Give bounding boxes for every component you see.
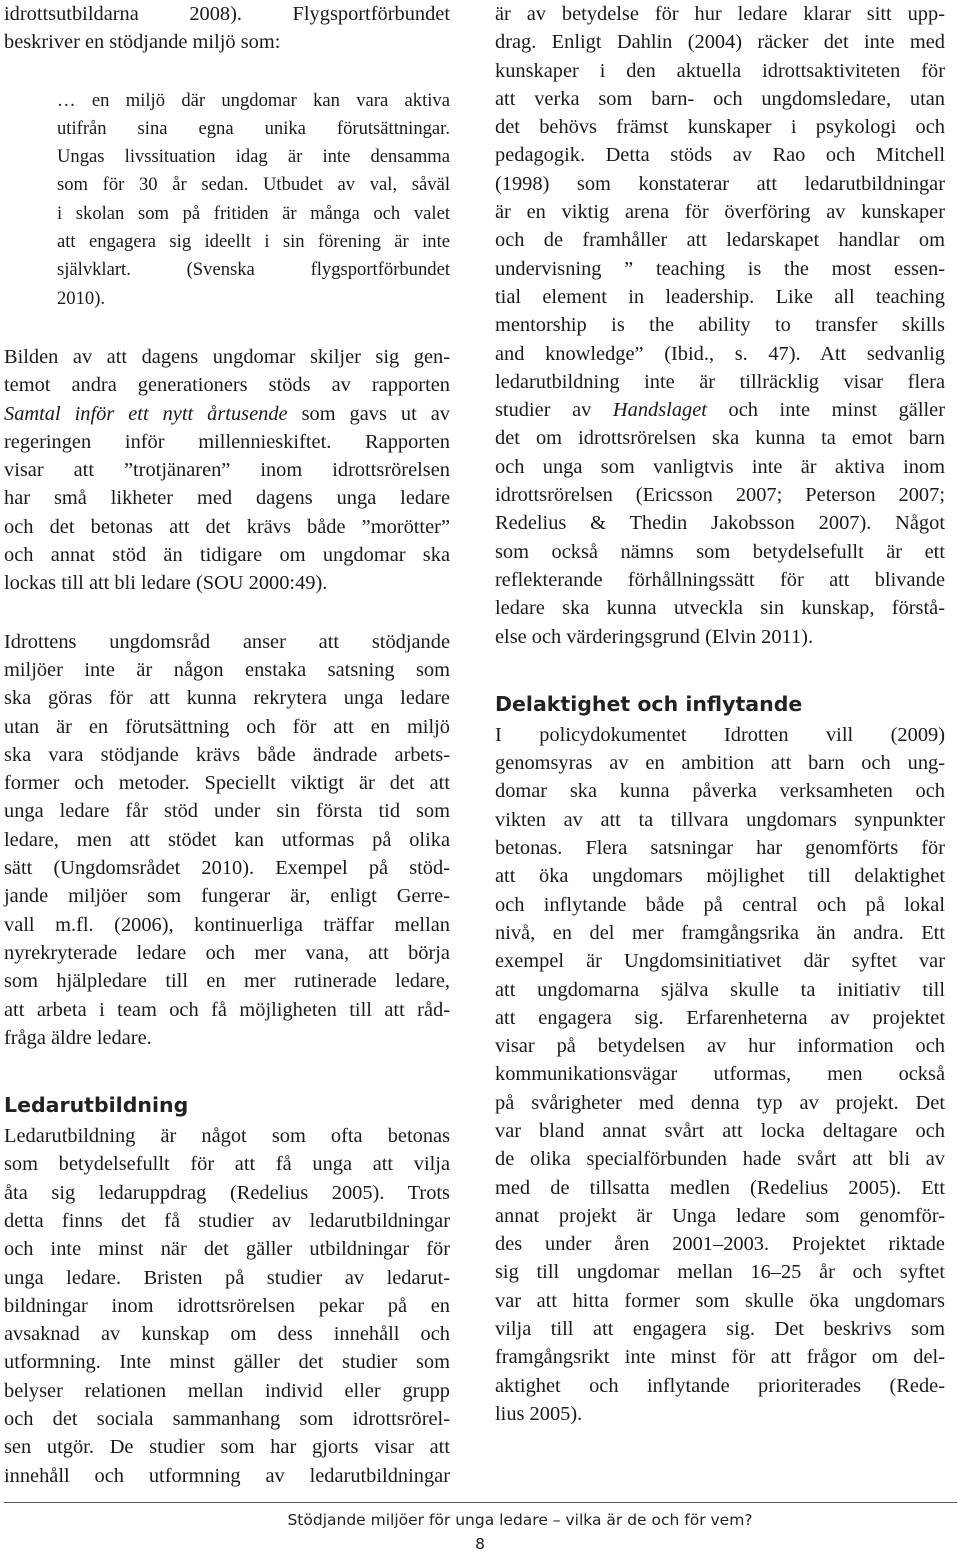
right-column [495, 0, 945, 1428]
text-line: ledare, men att stödet kan utformas på olika [4, 828, 450, 851]
text-line: med de tillsatta medlen (Redelius 2005). Ett [495, 1176, 945, 1199]
text-line: belyser relationen mellan individ eller grupp [4, 1379, 450, 1402]
text-line: nivå, en del mer framgångsrika än andra. Ett [495, 921, 945, 944]
text-line: var bland annat svårt att locka deltagare och [495, 1119, 945, 1142]
text-line: aktighet och inflytande prioriterades (Rede- [495, 1374, 945, 1397]
text-line: mentorship is the ability to transfer skills [495, 314, 945, 337]
quote-line: utifrån sina egna unika förutsättningar. [57, 117, 450, 139]
text-line: är en viktig arena för överföring av kunskaper [495, 201, 945, 224]
text-line: att ungdomarna själva skulle ta initiativ till [495, 978, 945, 1001]
text-line: är av betydelse för hur ledare klarar sitt upp- [495, 3, 945, 25]
text-line: fråga äldre ledare. [4, 1026, 152, 1049]
text-line: innehåll och utformning av ledarutbildningar [4, 1464, 450, 1487]
text-line: och unga som vanligtvis inte är aktiva inom [495, 455, 945, 478]
text-line: jande miljöer som fungerar är, enligt Gerre- [4, 885, 450, 908]
text-line: utformning. Inte minst gäller det studier som [4, 1351, 450, 1374]
text-line: sätt (Ungdomsrådet 2010). Exempel på stöd- [4, 857, 450, 880]
text-line: som betydelsefullt för att få unga att vilja [4, 1153, 450, 1176]
text-line: och det betonas att det krävs både ”morötter” [4, 515, 450, 538]
text-line: drag. Enligt Dahlin (2004) räcker det inte med [495, 31, 945, 54]
text-line: unga ledare får stöd under sin första tid som [4, 800, 450, 823]
text-line: vilja till att engagera sig. Det beskrivs som [495, 1318, 945, 1341]
text-line: att engagera sig. Erfarenheterna av projektet [495, 1006, 945, 1029]
text-line: unga ledare. Bristen på studier av ledarut- [4, 1266, 450, 1289]
footer-divider [4, 1502, 957, 1503]
text-line: det behövs främst kunskaper i psykologi och [495, 116, 945, 139]
paragraph-gap [4, 598, 450, 628]
text-line: reflekterande förhållningssätt för att blivande [495, 568, 945, 591]
text-line: lius 2005). [495, 1402, 583, 1425]
footer-title: Stödjande miljöer för unga ledare – vilka är de och för vem? [287, 1511, 753, 1529]
section-gap [4, 1052, 450, 1088]
quote-line: självklart. (Svenska flygsportförbundet [57, 259, 450, 281]
text-line: else och värderingsgrund (Elvin 2011). [495, 625, 814, 648]
text-line: de olika specialförbunden hade svårt att bli av [495, 1148, 945, 1171]
text-line: detta finns det få studier av ledarutbildningar [4, 1209, 450, 1232]
text-line: kunskaper i den aktuella idrottsaktiviteten för [495, 59, 945, 82]
text-line: tial element in leadership. Like all teaching [495, 285, 945, 308]
text-line: vall m.fl. (2006), kontinuerliga träffar mellan [4, 913, 450, 936]
quote-line: som för 30 år sedan. Utbudet av val, såväl [57, 174, 450, 196]
text-line: vikten av att ta tillvara ungdomars synpunkter [495, 808, 945, 831]
text-line: studier av Handslaget och inte minst gäller [495, 399, 945, 422]
text-line: idrottsrörelsen (Ericsson 2007; Peterson 2007; [495, 484, 945, 507]
text-line: pedagogik. Detta stöds av Rao och Mitchell [495, 144, 945, 167]
quote-line: i skolan som på fritiden är många och valet [57, 202, 450, 224]
text-line: (1998) som konstaterar att ledarutbildningar [495, 172, 945, 195]
text-line: lockas till att bli ledare (SOU 2000:49). [4, 572, 328, 595]
text-line: sen utgör. De studier som har gjorts visar att [4, 1436, 450, 1459]
text-line: idrottsutbildarna 2008). Flygsportförbundet [4, 3, 450, 25]
text-line: bildningar inom idrottsrörelsen pekar på en [4, 1294, 450, 1317]
quote-line: … en miljö där ungdomar kan vara aktiva [57, 89, 450, 111]
text-line: and knowledge” (Ibid., s. 47). Att sedvanlig [495, 342, 945, 365]
text-line: regeringen inför millennieskiftet. Rapporten [4, 430, 450, 453]
text-line: och de framhåller att ledarskapet handlar om [495, 229, 945, 252]
text-line: miljöer inte är någon enstaka satsning som [4, 658, 450, 681]
left-column [4, 0, 450, 1490]
text-line: visar på betydelsen av hur information och [495, 1035, 945, 1058]
text-line: temot andra generationers stöds av rapporten [4, 374, 450, 397]
page-number: 8 [475, 1535, 485, 1553]
text-line: och inflytande både på central och på lokal [495, 893, 945, 916]
text-line: att öka ungdomars möjlighet till delaktighet [495, 865, 945, 888]
text-line: annat projekt är Unga ledare som genomför- [495, 1204, 945, 1227]
section-heading: Ledarutbildning [4, 1093, 189, 1118]
text-line: framgångsrikt inte minst för att frågor om del- [495, 1346, 945, 1369]
text-line: åta sig ledaruppdrag (Redelius 2005). Trots [4, 1181, 450, 1204]
quote-line: Ungas livssituation idag är inte densamma [57, 146, 450, 168]
text-line: genomsyras av en ambition att barn och ung- [495, 752, 945, 775]
text-line: det om idrottsrörelsen ska kunna ta emot barn [495, 427, 945, 450]
text-line: ska göras för att kunna rekrytera unga ledare [4, 687, 450, 710]
text-line: ledarutbildning inte är tillräcklig visar flera [495, 370, 945, 393]
quote-line: 2010). [57, 287, 106, 309]
text-line: kommunikationsvägar utformas, men också [495, 1063, 945, 1086]
text-line: att arbeta i team och få möjligheten till att råd- [4, 998, 450, 1021]
text-line: former och metoder. Speciellt viktigt är det att [4, 772, 450, 795]
text-line: ska vara stödjande krävs både ändrade arbets- [4, 743, 450, 766]
italic-title: Samtal inför ett nytt årtusende [4, 402, 288, 425]
text-line: och inte minst när det gäller utbildningar för [4, 1238, 450, 1261]
text-line: sig till ungdomar mellan 16–25 år och syftet [495, 1261, 945, 1284]
italic-title: Handslaget [612, 399, 707, 422]
text-line: beskriver en stödjande miljö som: [4, 31, 281, 54]
text-line: ledare ska kunna utveckla sin kunskap, förstå- [495, 597, 945, 620]
section-heading: Delaktighet och inflytande [495, 691, 803, 716]
text-line: på svårigheter med denna typ av projekt. Det [495, 1091, 945, 1114]
paragraph-gap [4, 57, 450, 87]
text-line: undervisning ” teaching is the most essen- [495, 257, 945, 280]
text-line: exempel är Ungdomsinitiativet där syftet var [495, 950, 945, 973]
text-line: utan är en förutsättning och för att en miljö [4, 715, 450, 738]
text-line: Samtal inför ett nytt årtusende som gavs ut av [4, 402, 450, 425]
text-line: och annat stöd än tidigare om ungdomar ska [4, 544, 450, 567]
text-line: Idrottens ungdomsråd anser att stödjande [4, 630, 450, 653]
text-line: och det sociala sammanhang som idrottsrörel- [4, 1408, 450, 1431]
text-line: som hjälpledare till en mer rutinerade ledare, [4, 970, 450, 993]
text-line: domar ska kunna påverka verksamheten och [495, 780, 945, 803]
text-line: avsaknad av kunskap om dess innehåll och [4, 1323, 450, 1346]
text-line: des under åren 2001–2003. Projektet riktade [495, 1233, 945, 1256]
text-line: visar att ”trotjänaren” inom idrottsrörelsen [4, 459, 450, 482]
text-line: som också nämns som betydelsefullt är ett [495, 540, 945, 563]
text-line: var att hitta former som skulle öka ungdomars [495, 1289, 945, 1312]
text-line: Redelius & Thedin Jakobsson 2007). Något [495, 512, 945, 535]
text-line: betonas. Flera satsningar har genomförts för [495, 837, 945, 860]
text-line: I policydokumentet Idrotten vill (2009) [495, 723, 945, 746]
text-line: har små likheter med dagens unga ledare [4, 487, 450, 510]
text-line: Ledarutbildning är något som ofta betonas [4, 1125, 450, 1148]
text-line: att verka som barn- och ungdomsledare, utan [495, 87, 945, 110]
text-line: Bilden av att dagens ungdomar skiljer sig gen- [4, 345, 450, 368]
section-gap [495, 651, 945, 687]
quote-line: att engagera sig ideellt i sin förening är inte [57, 231, 450, 253]
text-line: nyrekryterade ledare och mer vana, att börja [4, 941, 450, 964]
paragraph-gap [4, 313, 450, 343]
